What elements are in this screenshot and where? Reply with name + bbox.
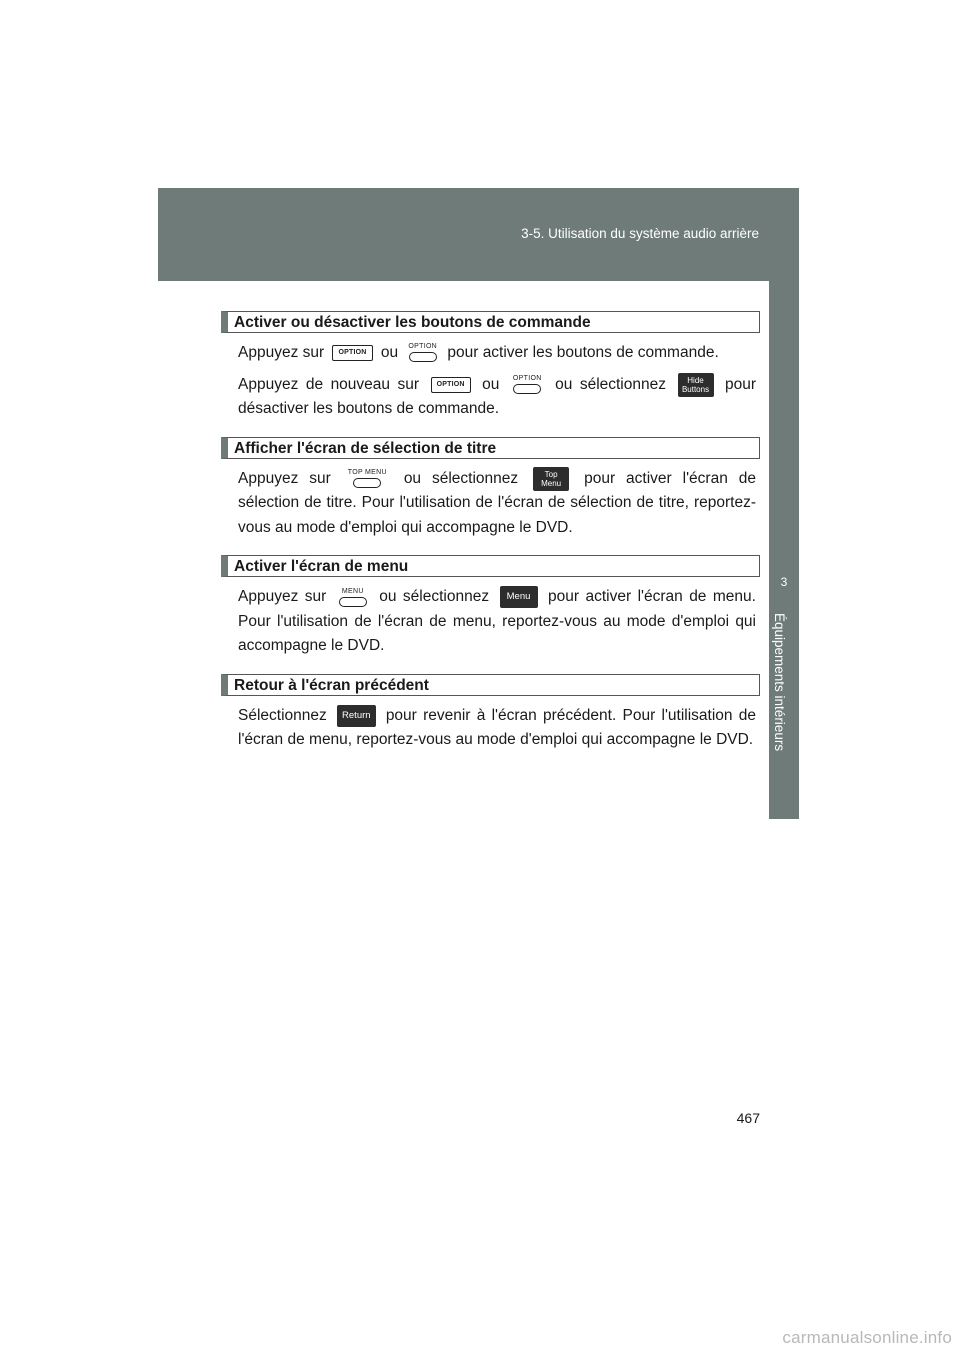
section-return: [221, 674, 760, 753]
paragraph-text: ou sélectionnez: [555, 375, 666, 393]
paragraph-text: ou sélectionnez: [379, 588, 490, 606]
menu-screen-button-icon: Menu: [500, 586, 538, 608]
chapter-side-tab: [769, 281, 799, 819]
option-button-icon: OPTION: [431, 377, 471, 393]
button-text: Hide: [687, 375, 704, 385]
key-label: TOP MENU: [347, 469, 387, 477]
top-menu-remote-key-icon: [348, 469, 387, 488]
paragraph-text: Appuyez de nouveau sur: [238, 375, 420, 393]
paragraph: [238, 341, 756, 366]
paragraph-text: pour activer les boutons de commande.: [447, 344, 719, 361]
paragraph-text: ou: [482, 375, 500, 393]
paragraph-text: Appuyez sur: [238, 588, 327, 606]
chapter-number: 3: [780, 575, 788, 589]
option-remote-key-icon: [513, 375, 542, 394]
paragraph: [238, 373, 756, 422]
key-label: OPTION: [512, 375, 542, 382]
menu-remote-key-icon: [339, 588, 367, 607]
page-number: 467: [736, 1110, 760, 1126]
paragraph-text: Sélectionnez: [238, 706, 327, 724]
paragraph-text: pour activer l'écran de sélection de titre. Pour l'utilisation de l'écran de sélection de titre, reportez-vous au mode d'emploi qui accompagne le DVD.: [238, 469, 757, 536]
key-label: MENU: [341, 587, 364, 595]
page-content: [221, 311, 760, 768]
paragraph-text: Appuyez sur: [238, 344, 325, 361]
hide-buttons-screen-button-icon: [678, 373, 714, 397]
paragraph-text: pour désactiver les boutons de commande.: [238, 375, 757, 418]
chapter-label: Équipements intérieurs: [772, 613, 787, 752]
section-heading: Afficher l'écran de sélection de titre: [221, 437, 760, 459]
paragraph: [238, 585, 756, 659]
key-label: OPTION: [408, 343, 438, 351]
paragraph-text: pour revenir à l'écran précédent. Pour l'utilisation de l'écran de menu, reportez-vous au mode d'emploi qui accompagne le DVD.: [238, 706, 757, 749]
option-remote-key-icon: [408, 343, 437, 362]
key-shape: [409, 352, 437, 362]
section-heading: Retour à l'écran précédent: [221, 674, 760, 696]
option-button-icon: OPTION: [332, 345, 372, 361]
header-band: [158, 188, 799, 281]
button-text: Buttons: [681, 384, 710, 394]
return-screen-button-icon: Return: [337, 705, 376, 727]
button-text: Top: [544, 469, 558, 479]
paragraph-text: pour activer l'écran de menu. Pour l'utilisation de l'écran de menu, reportez-vous au mode d'emploi qui accompagne le DVD.: [238, 588, 756, 655]
section-command-buttons: [221, 311, 760, 422]
watermark: carmanualsonline.info: [782, 1328, 952, 1347]
paragraph: [238, 704, 756, 753]
paragraph: [238, 467, 756, 541]
key-shape: [339, 597, 367, 607]
section-menu-screen: [221, 555, 760, 659]
top-menu-screen-button-icon: [533, 467, 569, 491]
paragraph-text: Appuyez sur: [238, 469, 331, 487]
key-shape: [353, 478, 381, 488]
section-heading: Activer ou désactiver les boutons de commande: [221, 311, 760, 333]
paragraph-text: ou sélectionnez: [403, 469, 519, 487]
section-title-selection: [221, 437, 760, 541]
paragraph-text: ou: [380, 344, 399, 361]
section-heading: Activer l'écran de menu: [221, 555, 760, 577]
section-title: 3-5. Utilisation du système audio arrière: [521, 226, 759, 241]
button-text: Menu: [541, 478, 562, 488]
key-shape: [513, 384, 541, 394]
